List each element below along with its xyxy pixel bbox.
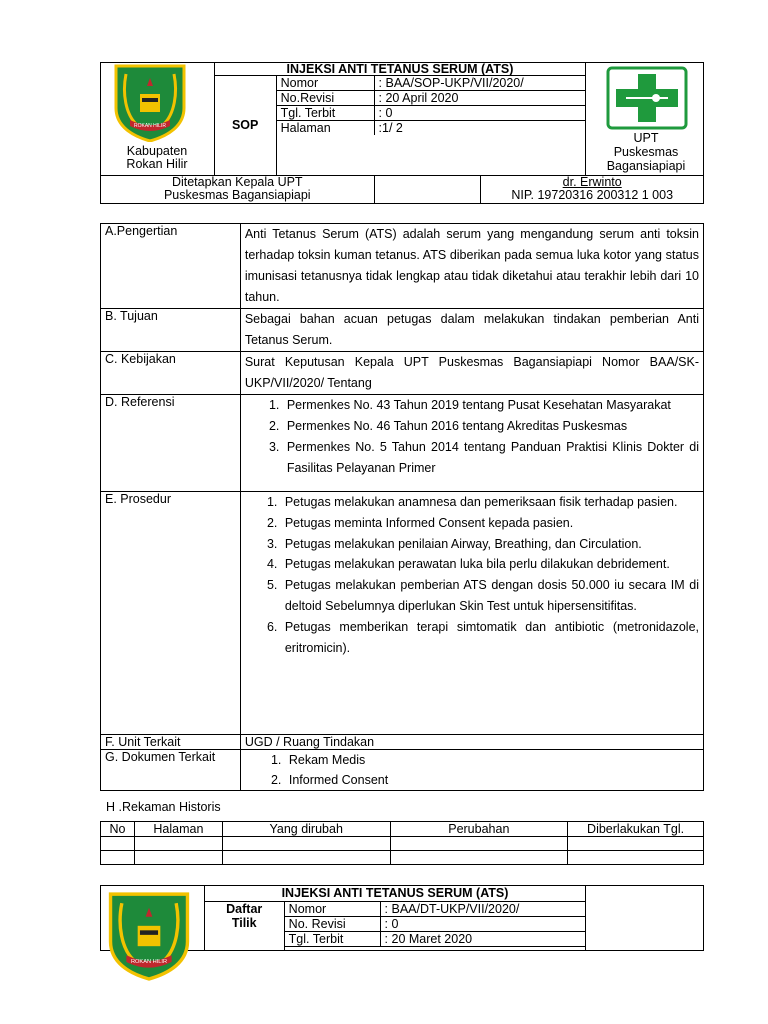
prosedur-list <box>240 492 703 735</box>
info-label: Halaman <box>276 121 374 136</box>
region-line1: Kabupaten <box>126 144 188 158</box>
sop-content-table <box>100 223 704 791</box>
rokan-hilir-logo-icon <box>112 64 188 142</box>
section-label: B. Tujuan <box>101 309 241 352</box>
facility-line1: UPT <box>633 131 659 145</box>
info-label: No. Revisi <box>284 917 380 932</box>
facility-line3: Bagansiapiapi <box>606 159 686 173</box>
region-line2: Rokan Hilir <box>126 157 188 171</box>
section-label: E. Prosedur <box>101 492 241 735</box>
facility-line2: Puskesmas <box>613 145 679 159</box>
section-label: D. Referensi <box>101 395 241 492</box>
info-value: : 20 April 2020 <box>374 91 586 106</box>
approved-line2: Puskesmas Bagansiapiapi <box>163 187 311 202</box>
info-value: : 0 <box>380 917 586 932</box>
column-header: Diberlakukan Tgl. <box>568 822 704 837</box>
signer <box>481 175 704 203</box>
facility-name <box>588 131 704 173</box>
info-value: : BAA/DT-UKP/VII/2020/ <box>380 902 586 917</box>
info-label: No.Revisi <box>276 91 374 106</box>
list-item: 1. Rekam Medis <box>285 750 699 770</box>
checklist-title: INJEKSI ANTI TETANUS SERUM (ATS) <box>204 886 585 902</box>
signer-name: dr. Erwinto <box>562 174 622 189</box>
list-item: 2. Informed Consent <box>285 770 699 790</box>
section-label: C. Kebijakan <box>101 352 241 395</box>
info-label: Tgl. Terbit <box>284 932 380 947</box>
logo-text: ROKAN HILIR <box>130 959 168 966</box>
column-header: Halaman <box>134 822 222 837</box>
unit-text: UGD / Ruang Tindakan <box>240 735 703 750</box>
history-table <box>100 821 704 865</box>
sop-title: INJEKSI ANTI TETANUS SERUM (ATS) <box>214 63 586 76</box>
table-row <box>101 851 704 865</box>
info-label: Nomor <box>276 76 374 91</box>
list-item: 5. Petugas melakukan pemberian ATS dengan dosis 50.000 iu secara IM di deltoid Sebelumnya diperlukan Skin Test untuk hipersensitifitas. <box>281 575 699 617</box>
referensi-list <box>240 395 703 492</box>
checklist-label-line1: Daftar <box>226 902 263 916</box>
section-label: A.Pengertian <box>101 224 241 309</box>
sop-label: SOP <box>214 76 276 176</box>
info-label: Nomor <box>284 902 380 917</box>
info-value: :1/ 2 <box>374 121 586 136</box>
info-value: : 20 Maret 2020 <box>380 932 586 947</box>
pengertian-text: Anti Tetanus Serum (ATS) adalah serum yang mengandung serum anti toksin terhadap toksin kuman tetanus. ATS diberikan pada semua luka kotor yang status imunisasi tetanusnya tidak lengkap atau tidak diketahui atau terakhir lebih dari 10 tahun. <box>240 224 703 309</box>
approved-by <box>101 175 375 203</box>
tujuan-text: Sebagai bahan acuan petugas dalam melakukan tindakan pemberian Anti Tetanus Serum. <box>240 309 703 352</box>
signer-nip: NIP. 19720316 200312 1 003 <box>511 187 674 202</box>
history-title: H .Rekaman Historis <box>106 800 221 814</box>
info-label: Tgl. Terbit <box>276 106 374 121</box>
region-name <box>100 145 214 171</box>
checklist-label <box>204 902 284 951</box>
column-header: No <box>101 822 135 837</box>
list-item: 2. Permenkes No. 46 Tahun 2016 tentang Akreditas Puskesmas <box>283 416 699 437</box>
info-value: : BAA/SOP-UKP/VII/2020/ <box>374 76 586 91</box>
column-header: Perubahan <box>390 822 568 837</box>
puskesmas-cross-icon <box>606 66 688 130</box>
checklist-label-line2: Tilik <box>231 916 257 930</box>
rokan-hilir-logo-icon <box>106 891 192 981</box>
list-item: 1. Permenkes No. 43 Tahun 2019 tentang Pusat Kesehatan Masyarakat <box>283 395 699 416</box>
section-label: G. Dokumen Terkait <box>101 750 241 791</box>
logo-text: ROKAN HILIR <box>134 123 166 129</box>
section-label: F. Unit Terkait <box>101 735 241 750</box>
list-item: 4. Petugas melakukan perawatan luka bila perlu dilakukan debridement. <box>281 554 699 575</box>
list-item: 1. Petugas melakukan anamnesa dan pemeriksaan fisik terhadap pasien. <box>281 492 699 513</box>
info-value: : 0 <box>374 106 586 121</box>
dokumen-list <box>240 750 703 791</box>
list-item: 3. Permenkes No. 5 Tahun 2014 tentang Panduan Praktisi Klinis Dokter di Fasilitas Pelayanan Primer <box>283 437 699 479</box>
list-item: 3. Petugas melakukan penilaian Airway, Breathing, dan Circulation. <box>281 534 699 555</box>
approved-line1: Ditetapkan Kepala UPT <box>171 174 303 189</box>
table-row <box>101 837 704 851</box>
list-item: 6. Petugas memberikan terapi simtomatik dan antibiotic (metronidazole, eritromicin). <box>281 617 699 659</box>
kebijakan-text: Surat Keputusan Kepala UPT Puskesmas Bagansiapiapi Nomor BAA/SK-UKP/VII/2020/ Tentang <box>240 352 703 395</box>
list-item: 2. Petugas meminta Informed Consent kepada pasien. <box>281 513 699 534</box>
column-header: Yang dirubah <box>222 822 390 837</box>
